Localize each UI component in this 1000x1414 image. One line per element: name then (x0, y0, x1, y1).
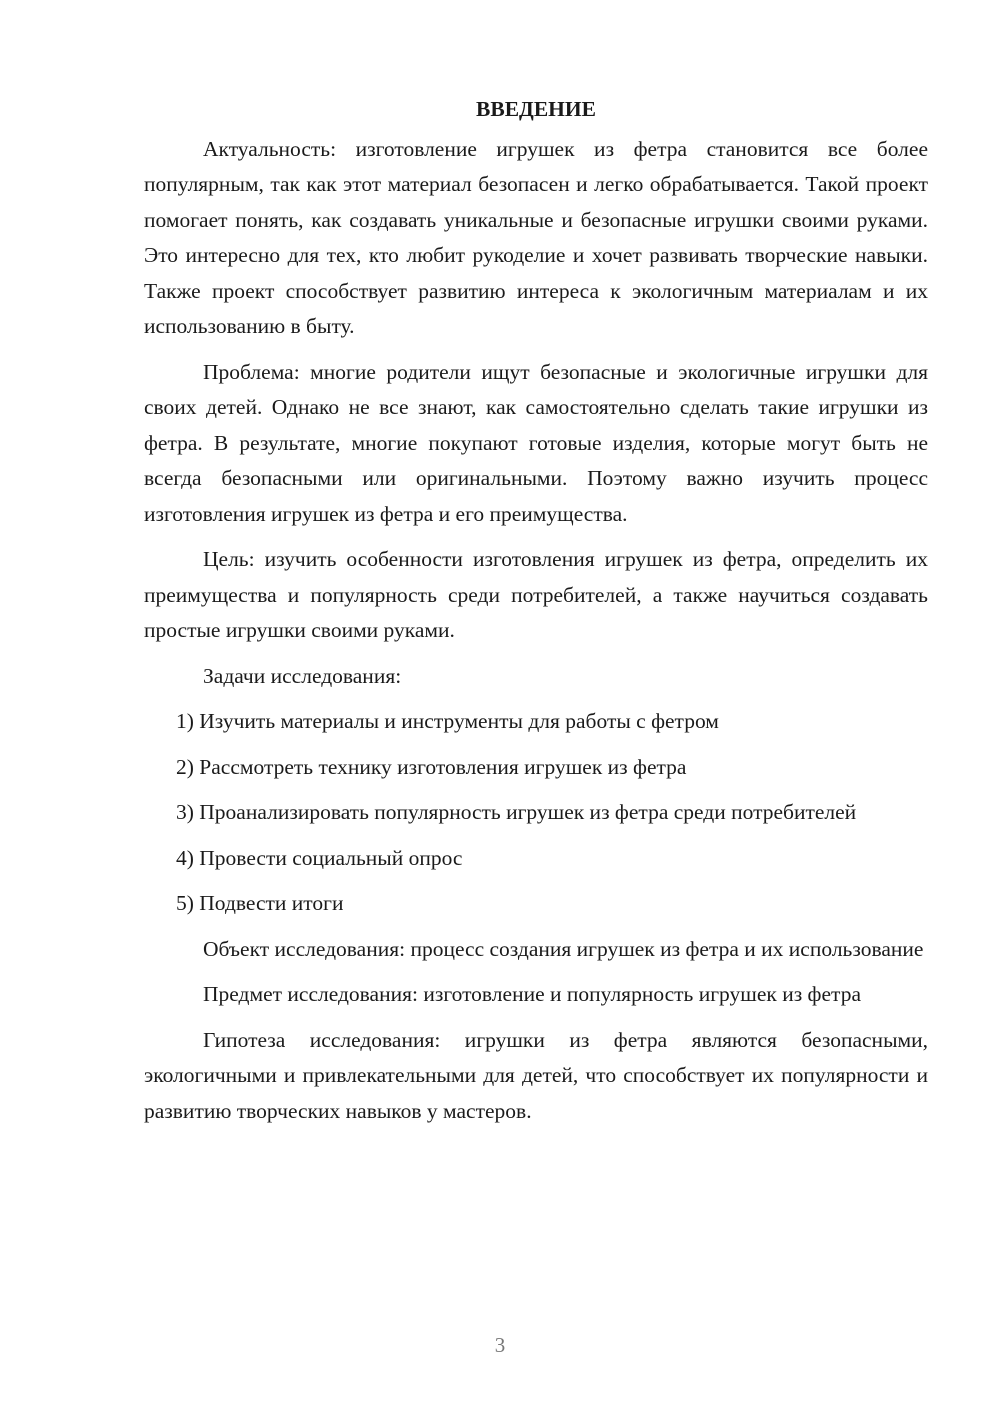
problem-paragraph: Проблема: многие родители ищут безопасные и экологичные игрушки для своих детей. Однако не все знают, как самостоятельно сделать такие игрушки из фетра. В результате, многие покупают готовые изделия, которые могут быть не всегда безопасными или оригинальными. Поэтому важно изучить процесс изготовления игрушек из фетра и его преимущества. (144, 359, 928, 526)
task-item: 4) Провести социальный опрос (176, 845, 463, 870)
object-paragraph: Объект исследования: процесс создания игрушек из фетра и их использование (203, 936, 924, 961)
task-item: 2) Рассмотреть технику изготовления игрушек из фетра (176, 754, 687, 779)
tasks-list (144, 704, 928, 922)
goal-paragraph: Цель: изучить особенности изготовления игрушек из фетра, определить их преимущества и популярность среди потребителей, а также научиться создавать простые игрушки своими руками. (144, 547, 928, 642)
tasks-heading: Задачи исследования: (203, 663, 402, 688)
task-item: 1) Изучить материалы и инструменты для работы с фетром (176, 709, 719, 733)
section-title: ВВЕДЕНИЕ (476, 97, 596, 121)
task-item: 5) Подвести итоги (176, 891, 344, 915)
hypothesis-paragraph: Гипотеза исследования: игрушки из фетра являются безопасными, экологичными и привлекательными для детей, что способствует их популярности и развитию творческих навыков у мастеров. (144, 1027, 928, 1123)
relevance-paragraph: Актуальность: изготовление игрушек из фетра становится все более популярным, так как этот материал безопасен и легко обрабатывается. Такой проект помогает понять, как создавать уникальные и безопасные игрушки своими руками. Это интересно для тех, кто любит рукоделие и хочет развивать творческие навыки. Также проект способствует развитию интереса к экологичным материалам и их использованию в быту. (144, 136, 928, 338)
task-item: 3) Проанализировать популярность игрушек из фетра среди потребителей (176, 800, 857, 824)
subject-paragraph: Предмет исследования: изготовление и популярность игрушек из фетра (203, 982, 861, 1006)
page-number: 3 (494, 1333, 506, 1357)
document-page (144, 92, 928, 1139)
